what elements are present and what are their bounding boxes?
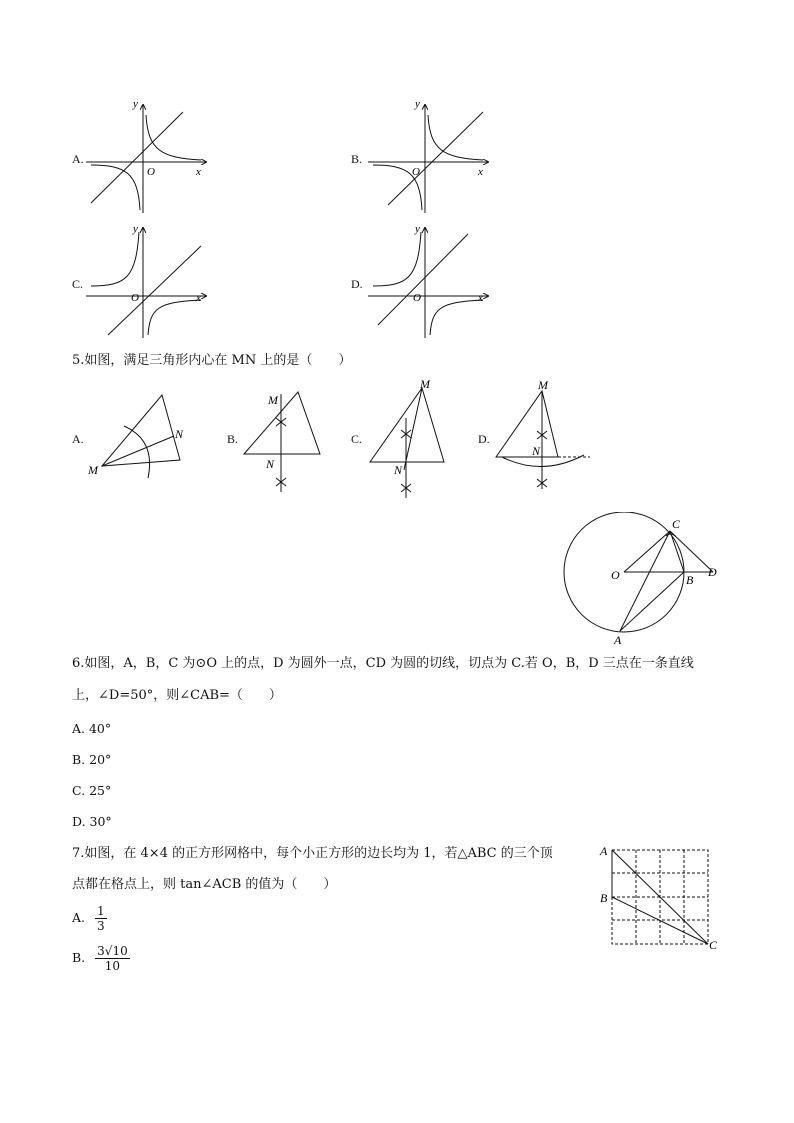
option-label: C. bbox=[351, 432, 363, 446]
y-axis-label: y bbox=[133, 98, 138, 110]
y-axis-label: y bbox=[415, 223, 420, 235]
q6-option-d: D. 30° bbox=[72, 814, 112, 829]
q7-grid-figure bbox=[596, 840, 726, 955]
svg-text:M: M bbox=[88, 463, 98, 477]
x-axis-label: x bbox=[478, 166, 483, 178]
q7-option-a: A. $\frac{1}{3}$ bbox=[72, 904, 105, 933]
option-label: D. bbox=[478, 432, 490, 446]
q6-option-a: A. 40° bbox=[72, 721, 112, 736]
option-label: B. bbox=[227, 432, 239, 446]
graph-a bbox=[86, 95, 216, 217]
svg-text:A: A bbox=[600, 844, 608, 858]
svg-text:N: N bbox=[266, 457, 275, 471]
origin-label: O bbox=[131, 292, 139, 304]
option-label: A. bbox=[72, 152, 84, 166]
svg-text:C: C bbox=[672, 517, 681, 531]
option-label: B. bbox=[351, 152, 363, 166]
y-axis-label: y bbox=[415, 98, 420, 110]
x-axis-label: x bbox=[196, 292, 201, 304]
origin-label: O bbox=[412, 166, 420, 178]
q6-stem-line1: 6.如图，A，B，C 为⊙O 上的点，D 为圆外一点，CD 为圆的切线，切点为 C.若 O，B，D 三点在一条直线 bbox=[72, 656, 694, 671]
option-label: A. bbox=[72, 432, 84, 446]
figure-c bbox=[364, 374, 454, 500]
q7-stem-line1: 7.如图，在 4×4 的正方形网格中，每个小正方形的边长均为 1，若△ABC 的三个顶 bbox=[72, 846, 553, 861]
q7-option-b: B. $\frac{3√10}{10}$ bbox=[72, 944, 128, 973]
option-label: D. bbox=[351, 277, 363, 291]
graph-d bbox=[368, 220, 498, 342]
svg-text:M: M bbox=[268, 393, 278, 407]
svg-text:M: M bbox=[538, 378, 548, 392]
figure-a bbox=[86, 390, 196, 480]
svg-text:C: C bbox=[709, 938, 718, 952]
origin-label: O bbox=[147, 166, 155, 178]
q7-stem-line2: 点都在格点上，则 tan∠ACB 的值为（ ） bbox=[72, 877, 337, 892]
svg-text:M: M bbox=[420, 377, 430, 391]
x-axis-label: x bbox=[196, 166, 201, 178]
graph-b bbox=[368, 95, 498, 217]
svg-text:N: N bbox=[175, 427, 184, 441]
q6-option-c: C. 25° bbox=[72, 783, 112, 798]
svg-text:N: N bbox=[532, 444, 541, 458]
figure-d bbox=[492, 377, 592, 495]
q6-circle-figure bbox=[556, 512, 736, 652]
svg-text:A: A bbox=[614, 633, 622, 647]
q5-stem: 5.如图，满足三角形内心在 MN 上的是（ ） bbox=[72, 353, 352, 368]
svg-text:B: B bbox=[600, 891, 608, 905]
graph-c bbox=[86, 220, 216, 342]
option-label: C. bbox=[72, 277, 84, 291]
origin-label: O bbox=[413, 292, 421, 304]
svg-text:D: D bbox=[708, 565, 717, 579]
figure-b bbox=[240, 384, 340, 496]
svg-text:O: O bbox=[611, 568, 620, 582]
q6-stem-line2: 上，∠D=50°，则∠CAB=（ ） bbox=[72, 688, 282, 703]
svg-text:N: N bbox=[394, 463, 403, 477]
svg-text:B: B bbox=[686, 573, 694, 587]
q6-option-b: B. 20° bbox=[72, 752, 112, 767]
y-axis-label: y bbox=[133, 223, 138, 235]
x-axis-label: x bbox=[478, 292, 483, 304]
